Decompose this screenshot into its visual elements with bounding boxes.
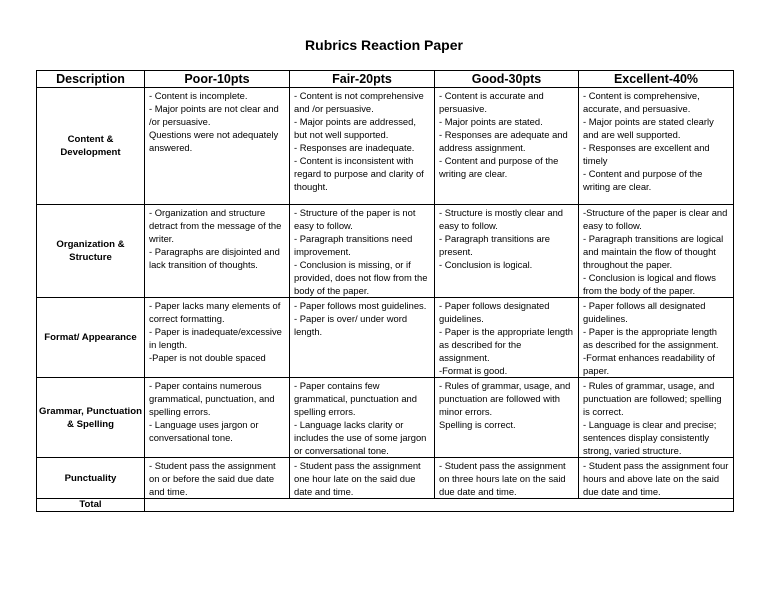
rubric-line: - Paper is the appropriate length as described for the assignment. (583, 326, 719, 350)
rubric-line: - Content is incomplete. (149, 90, 248, 101)
rubric-line: - Content is accurate and persuasive. (439, 90, 544, 114)
rubric-line: - Structure is mostly clear and easy to follow. (439, 207, 563, 231)
criterion-label: Grammar, Punctuation & Spelling (37, 378, 145, 458)
rubric-line: - Conclusion is logical. (439, 259, 533, 270)
rubric-cell-fair (290, 378, 435, 458)
header-poor: Poor-10pts (145, 71, 290, 88)
table-row (37, 298, 734, 378)
document-title: Rubrics Reaction Paper (305, 37, 463, 53)
rubric-line: - Student pass the assignment on or before the said due date and time. (149, 460, 276, 497)
total-row (37, 499, 734, 512)
rubric-line: - Language uses jargon or conversational tone. (149, 419, 259, 443)
rubric-cell-poor (145, 298, 290, 378)
rubric-cell-excellent (579, 88, 734, 205)
table-row (37, 205, 734, 298)
rubric-line: - Paragraphs are disjointed and lack transition of thoughts. (149, 246, 280, 270)
rubric-line: - Major points are stated. (439, 116, 543, 127)
rubric-cell-excellent (579, 298, 734, 378)
criterion-label: Organization & Structure (37, 205, 145, 298)
rubric-cell-poor (145, 88, 290, 205)
header-good: Good-30pts (435, 71, 579, 88)
rubric-line: - Major points are not clear and /or persuasive. (149, 103, 279, 127)
criterion-label: Punctuality (37, 458, 145, 499)
total-value-cell (145, 499, 734, 512)
table-row (37, 88, 734, 205)
rubric-line: Spelling is correct. (439, 419, 516, 430)
criterion-label: Format/ Appearance (37, 298, 145, 378)
rubric-line: - Content is inconsistent with regard to purpose and clarity of thought. (294, 155, 424, 192)
rubric-cell-fair (290, 298, 435, 378)
rubric-line: - Language lacks clarity or includes the use of some jargon or conversational tone. (294, 419, 427, 456)
rubric-line: - Paper is inadequate/excessive in length. (149, 326, 282, 350)
rubric-cell-excellent (579, 205, 734, 298)
table-header-row (37, 71, 734, 88)
rubric-line: - Structure of the paper is not easy to follow. (294, 207, 416, 231)
rubric-cell-fair (290, 205, 435, 298)
rubric-cell-poor (145, 205, 290, 298)
header-excellent: Excellent-40% (579, 71, 734, 88)
rubric-line: - Paper follows all designated guidelines. (583, 300, 706, 324)
rubric-cell-excellent (579, 458, 734, 499)
rubric-cell-good (435, 298, 579, 378)
rubric-line: Questions were not adequately answered. (149, 129, 279, 153)
rubric-line: - Conclusion is missing, or if provided, does not flow from the body of the paper. (294, 259, 428, 296)
rubric-cell-good (435, 378, 579, 458)
rubric-line: - Rules of grammar, usage, and punctuation are followed with minor errors. (439, 380, 571, 417)
rubric-line: - Student pass the assignment four hours and above late on the said due date and time. (583, 460, 729, 497)
rubric-line: - Paper contains few grammatical, punctuation and spelling errors. (294, 380, 417, 417)
rubric-line: - Paragraph transitions are logical and maintain the flow of thought throughout the paper. (583, 233, 724, 270)
rubric-line: - Responses are adequate and address assignment. (439, 129, 568, 153)
rubric-line: - Student pass the assignment one hour late on the said due date and time. (294, 460, 421, 497)
rubric-line: - Paper is over/ under word length. (294, 313, 408, 337)
rubric-table (36, 70, 734, 512)
rubric-line: - Organization and structure detract from the message of the writer. (149, 207, 282, 244)
rubric-cell-good (435, 205, 579, 298)
rubric-line: - Major points are addressed, but not well supported. (294, 116, 416, 140)
rubric-cell-fair (290, 88, 435, 205)
rubric-line: - Student pass the assignment on three hours late on the said due date and time. (439, 460, 566, 497)
header-fair: Fair-20pts (290, 71, 435, 88)
rubric-line: -Format enhances readability of paper. (583, 352, 715, 376)
rubric-line: - Content and purpose of the writing are clear. (583, 168, 703, 192)
header-description: Description (37, 71, 145, 88)
rubric-cell-poor (145, 378, 290, 458)
criterion-label: Content & Development (37, 88, 145, 205)
rubric-line: - Rules of grammar, usage, and punctuation are followed; spelling is correct. (583, 380, 722, 417)
rubric-line: - Conclusion is logical and flows from the body of the paper. (583, 272, 716, 296)
table-row (37, 458, 734, 499)
rubric-line: -Paper is not double spaced (149, 352, 266, 363)
rubric-line: - Paragraph transitions need improvement. (294, 233, 413, 257)
rubric-body (37, 88, 734, 512)
rubric-line: - Paper follows designated guidelines. (439, 300, 550, 324)
total-label: Total (37, 499, 145, 512)
rubric-line: -Structure of the paper is clear and easy to follow. (583, 207, 728, 231)
rubric-line: - Major points are stated clearly and are well supported. (583, 116, 714, 140)
rubric-line: - Content and purpose of the writing are clear. (439, 155, 559, 179)
rubric-line: - Responses are inadequate. (294, 142, 415, 153)
rubric-line: - Content is comprehensive, accurate, and persuasive. (583, 90, 700, 114)
rubric-cell-poor (145, 458, 290, 499)
rubric-line: - Content is not comprehensive and /or persuasive. (294, 90, 424, 114)
rubric-line: - Paper is the appropriate length as described for the assignment. (439, 326, 573, 363)
rubric-line: - Paper lacks many elements of correct formatting. (149, 300, 281, 324)
rubric-cell-excellent (579, 378, 734, 458)
rubric-line: - Responses are excellent and timely (583, 142, 710, 166)
rubric-cell-good (435, 88, 579, 205)
rubric-line: - Paper follows most guidelines. (294, 300, 427, 311)
table-row (37, 378, 734, 458)
rubric-line: -Format is good. (439, 365, 508, 376)
rubric-line: - Paper contains numerous grammatical, punctuation, and spelling errors. (149, 380, 275, 417)
rubric-line: - Language is clear and precise; sentences display consistently strong, varied structure. (583, 419, 717, 456)
rubric-cell-fair (290, 458, 435, 499)
rubric-line: - Paragraph transitions are present. (439, 233, 550, 257)
rubric-cell-good (435, 458, 579, 499)
